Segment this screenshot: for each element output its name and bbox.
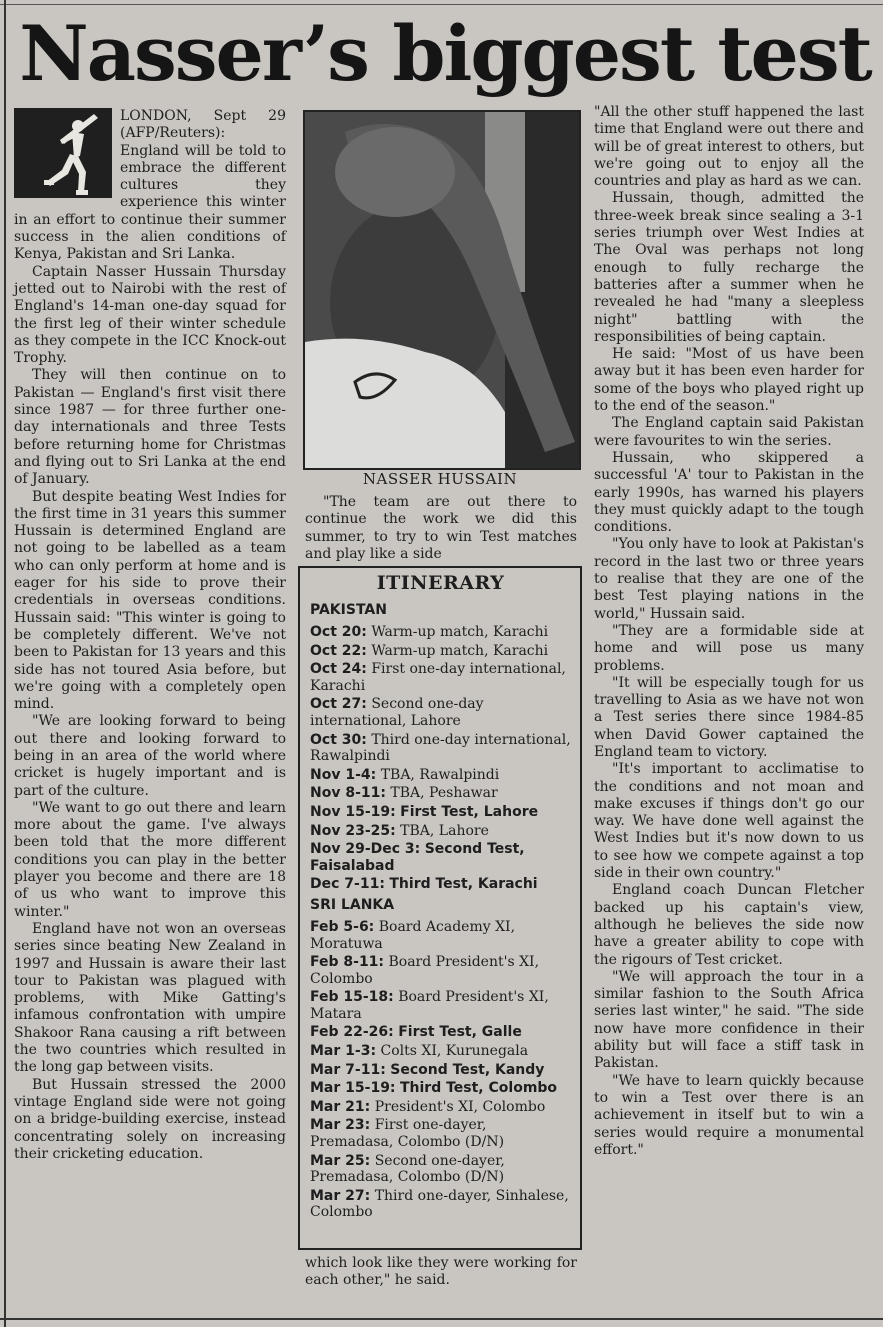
itinerary-date: Feb 15-18: (310, 989, 394, 1006)
paragraph: "We will approach the tour in a similar fashion to the South Africa series last winter," he said. "The side now have more confidence in their ability but will face a stiff task in Pakistan. (594, 968, 864, 1072)
itinerary-entry (310, 785, 571, 802)
itinerary-date: Mar 25: (310, 1152, 371, 1169)
paragraph: England coach Duncan Fletcher backed up his captain's view, although he believes the side now have a greater ability to cope with the rigours of Test cricket. (594, 882, 864, 968)
itinerary-date: Feb 5-6: (310, 918, 375, 935)
itinerary-entry (310, 804, 571, 821)
paragraph: They will then continue on to Pakistan — England's first visit there since 1987 — for three further one-day internationals and three Tests before returning home for Christmas and flying out to Sri Lanka at the end of January. (14, 367, 286, 488)
itinerary-event: Board President's XI, Matara (310, 989, 549, 1022)
itinerary-date: Feb 22-26: (310, 1024, 394, 1041)
itinerary-entry (310, 1188, 571, 1221)
itinerary-entry (310, 1080, 571, 1097)
itinerary-entry (310, 1153, 571, 1186)
itinerary-event: First Test, Galle (398, 1024, 522, 1041)
itinerary-event: Board Academy XI, Moratuwa (310, 918, 516, 952)
itinerary-event: First Test, Lahore (400, 803, 539, 820)
photo-caption: NASSER HUSSAIN (362, 470, 518, 488)
itinerary-event: President's XI, Colombo (374, 1098, 546, 1115)
itinerary-entry (310, 1024, 571, 1041)
itinerary-date: Mar 21: (310, 1098, 371, 1115)
itinerary-event: Third one-dayer, Sinhalese, Colombo (310, 1187, 569, 1221)
itinerary-entry (310, 1062, 571, 1079)
itinerary-box (298, 566, 582, 1250)
itinerary-event: Third Test, Colombo (399, 1080, 558, 1097)
itinerary-date: Oct 30: (310, 731, 367, 748)
paragraph: "The team are out there to continue the work we did this summer, to try to win Test matches and play like a side (305, 494, 577, 562)
itinerary-event: First one-day international, Karachi (310, 661, 566, 694)
cricket-batsman-icon (14, 108, 112, 198)
paragraph: which look like they were working for each other," he said. (305, 1255, 577, 1289)
nasser-hussain-photo (303, 110, 581, 470)
paragraph: England have not won an overseas series since beating New Zealand in 1997 and Hussain is aware their last tour to Pakistan was plagued with problems, with Mike Gatting's infamous confrontation with umpire Shakoor Rana causing a rift between the two countries which resulted in the long gap between visits. (14, 920, 286, 1076)
itinerary-event: TBA, Rawalpindi (380, 766, 500, 783)
itinerary-entry (310, 643, 571, 660)
itinerary-event: Second Test, Kandy (390, 1061, 545, 1078)
paragraph: Hussain, though, admitted the three-week break since sealing a 3-1 series triumph over West Indies at The Oval was perhaps not long enough to fully recharge the batteries after a summer when he revealed he had "many a sleepless night" battling with the responsibilities of being captain. (594, 190, 864, 345)
itinerary-entry (310, 624, 571, 641)
itinerary-date: Dec 7-11: (310, 876, 385, 893)
itinerary-date: Nov 1-4: (310, 766, 377, 783)
itinerary-event: TBA, Lahore (400, 822, 489, 839)
paragraph: But despite beating West Indies for the first time in 31 years this summer Hussain is determined England are not going to be labelled as a team who can only perform at home and is eager for his side to prove their credentials in overseas conditions. Hussain said: "This winter is going to be completely different. We've not been to Pakistan for 13 years and this side has not toured Asia before, but we're going with a completely open mind. (14, 488, 286, 713)
itinerary-section-heading: SRI LANKA (310, 896, 395, 913)
top-rule (0, 4, 883, 5)
paragraph: "It's important to acclimatise to the conditions and not moan and make excuses if things don't go our way. We have done well against the West Indies but it's now down to us to see how we compete against a top side in their own country." (594, 761, 864, 882)
itinerary-date: Feb 8-11: (310, 954, 385, 971)
itinerary-event: Third Test, Karachi (389, 876, 538, 893)
itinerary-entry (310, 989, 571, 1022)
paragraph: He said: "Most of us have been away but it has been even harder for some of the boys who played right up to the end of the season." (594, 346, 864, 415)
paragraph: But Hussain stressed the 2000 vintage England side were not going on a bridge-building exercise, instead concentrating solely on increasing their cricketing education. (14, 1076, 286, 1162)
itinerary-entry (310, 1117, 571, 1150)
paragraph: Captain Nasser Hussain Thursday jetted out to Nairobi with the rest of England's 14-man one-day squad for the first leg of their winter schedule as they compete in the ICC Knock-out Trophy. (14, 263, 286, 367)
itinerary-date: Nov 23-25: (310, 822, 396, 839)
itinerary-date: Oct 24: (310, 661, 367, 678)
itinerary-date: Mar 15-19: (310, 1080, 396, 1097)
itinerary-entry (310, 1099, 571, 1116)
left-column-rule (4, 0, 6, 1327)
paragraph: "We want to go out there and learn more about the game. I've always been told that the more different conditions you can play in the better player you become and there are 18 of us who want to improve this winter." (14, 799, 286, 920)
itinerary-date: Mar 27: (310, 1187, 371, 1204)
itinerary-entry (310, 767, 571, 784)
itinerary-event: Third one-day international, Rawalpindi (310, 731, 571, 765)
itinerary-entry (310, 841, 571, 874)
paragraph: "They are a formidable side at home and will pose us many problems. (594, 622, 864, 674)
paragraph: "It will be especially tough for us travelling to Asia as we have not won a Test series there since 1984-85 when David Gower captained the England team to victory. (594, 674, 864, 760)
paragraph: "You only have to look at Pakistan's record in the last two or three years to realise that they are one of the best Test playing nations in the world," Hussain said. (594, 536, 864, 622)
headline: Nasser’s biggest test (19, 9, 871, 98)
itinerary-date: Mar 23: (310, 1117, 371, 1134)
article-column-2-bottom (305, 1255, 577, 1290)
itinerary-event: Second one-day international, Lahore (310, 696, 484, 729)
article-column-2-top (305, 494, 577, 562)
article-column-1 (14, 108, 286, 1308)
itinerary-title: ITINERARY (376, 572, 505, 594)
itinerary-date: Oct 27: (310, 696, 367, 713)
itinerary-event: Second Test, Faisalabad (310, 841, 525, 874)
itinerary-event: Second one-dayer, Premadasa, Colombo (D/N) (310, 1152, 505, 1186)
itinerary-entry (310, 954, 571, 987)
itinerary-event: Colts XI, Kurunegala (380, 1043, 529, 1060)
itinerary-date: Nov 15-19: (310, 803, 396, 820)
paragraph: LONDON, Sept 29 (AFP/Reuters): England will be told to embrace the different cultures they experience this winter in an effort to continue their summer success in the alien conditions of Kenya, Pakistan and Sri Lanka. (14, 108, 286, 263)
itinerary-date: Nov 29-Dec 3: (310, 841, 421, 858)
paragraph: "We are looking forward to being out there and looking forward to being in an area of the world where cricket is hugely important and is part of the culture. (14, 713, 286, 799)
paragraph: The England captain said Pakistan were favourites to win the series. (594, 415, 864, 449)
itinerary-event: Warm-up match, Karachi (371, 624, 549, 640)
itinerary-entry (310, 696, 571, 729)
paragraph: Hussain, who skippered a successful 'A' tour to Pakistan in the early 1990s, has warned his players they must quickly adapt to the tough conditions. (594, 449, 864, 536)
itinerary-date: Mar 1-3: (310, 1043, 377, 1060)
itinerary-event: First one-dayer, Premadasa, Colombo (D/N) (310, 1117, 505, 1151)
itinerary-entry (310, 661, 571, 694)
paragraph: "All the other stuff happened the last time that England were out there and will be of great interest to others, but we're going out to enjoy all the countries and play as hard as we can. (594, 104, 864, 190)
itinerary-event: TBA, Peshawar (390, 785, 498, 802)
itinerary-entry (310, 876, 571, 893)
article-column-3 (594, 104, 864, 1314)
itinerary-entry (310, 1043, 571, 1060)
itinerary-section-heading: PAKISTAN (310, 602, 387, 618)
itinerary-date: Mar 7-11: (310, 1061, 386, 1078)
itinerary-date: Oct 20: (310, 624, 367, 640)
itinerary-entry (310, 919, 571, 952)
itinerary-date: Nov 8-11: (310, 785, 386, 802)
paragraph: "We have to learn quickly because to win a Test over there is an achievement in itself but to win a series would require a monumental effort." (594, 1072, 864, 1158)
itinerary-date: Oct 22: (310, 642, 367, 659)
itinerary-event: Warm-up match, Karachi (371, 642, 549, 659)
itinerary-entry (310, 732, 571, 765)
itinerary-entry (310, 823, 571, 840)
itinerary-event: Board President's XI, Colombo (310, 954, 540, 987)
bottom-rule (0, 1318, 883, 1320)
